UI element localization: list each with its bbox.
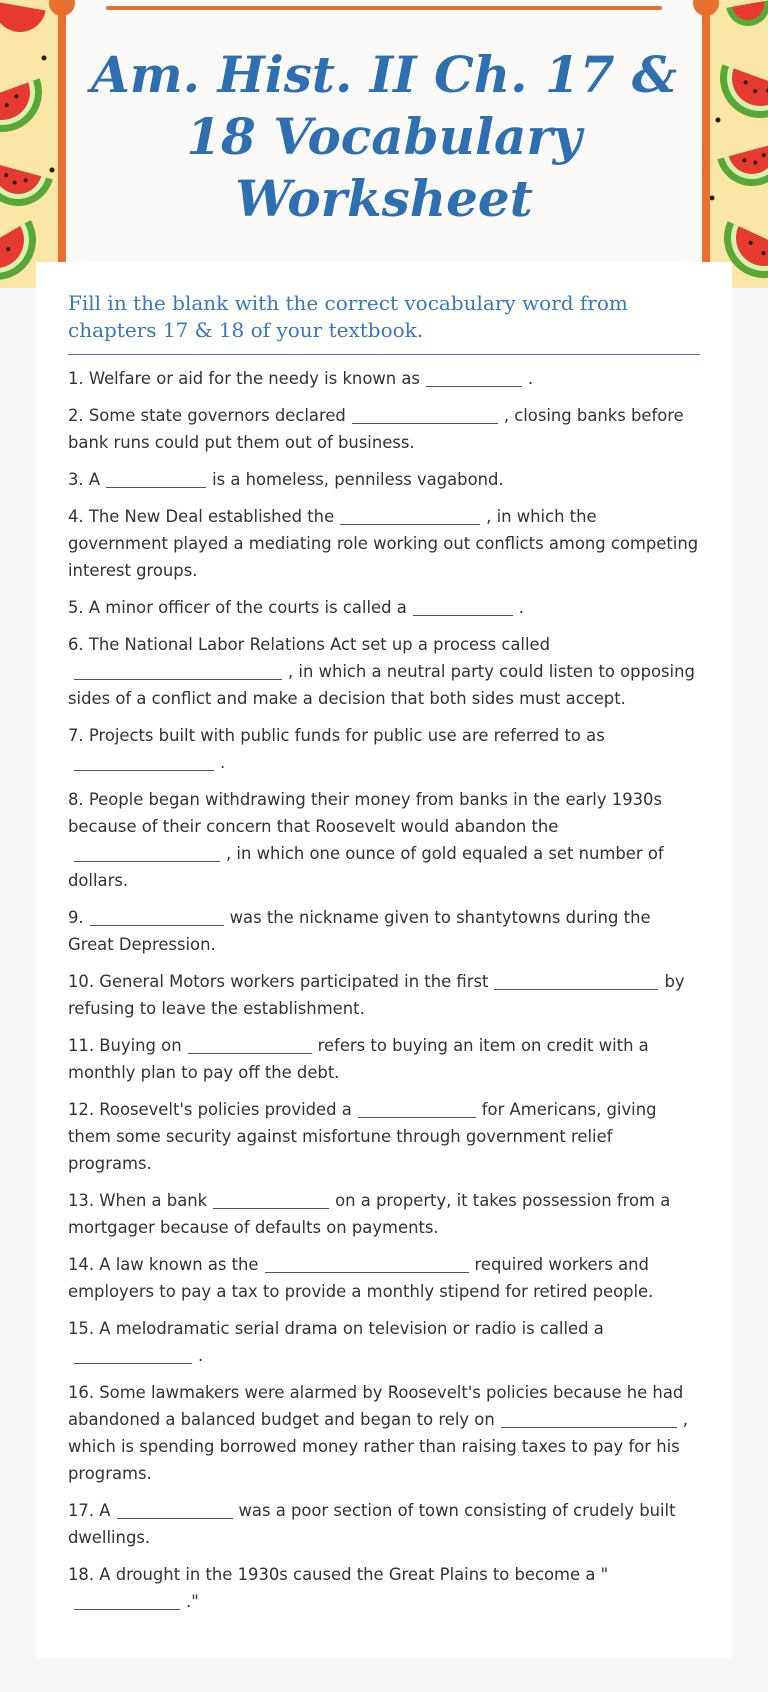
question-item (68, 466, 700, 493)
question-text: 1. Welfare or aid for the needy is known as (68, 369, 420, 388)
question-text: , which is spending borrowed money rather than raising taxes to pay for his programs. (68, 1410, 688, 1483)
question-text: ." (186, 1592, 199, 1611)
question-item (68, 365, 700, 392)
answer-blank[interactable] (74, 754, 214, 771)
question-text: 11. Buying on (68, 1036, 182, 1055)
divider (68, 354, 700, 355)
question-text: , in which the government played a mediating role working out conflicts among competing interest groups. (68, 507, 699, 580)
answer-blank[interactable] (340, 508, 480, 525)
answer-blank[interactable] (352, 407, 498, 424)
question-text: was a poor section of town consisting of crudely built dwellings. (68, 1501, 676, 1547)
question-text: refers to buying an item on credit with a monthly plan to pay off the debt. (68, 1036, 649, 1082)
question-text: 17. A (68, 1501, 111, 1520)
question-text: , in which one ounce of gold equaled a set number of dollars. (68, 844, 664, 890)
question-text: by refusing to leave the establishment. (68, 972, 685, 1018)
answer-blank[interactable] (358, 1101, 476, 1118)
question-text: 12. Roosevelt's policies provided a (68, 1100, 352, 1119)
answer-blank[interactable] (426, 370, 522, 387)
answer-blank[interactable] (213, 1192, 329, 1209)
question-text: 7. Projects built with public funds for public use are referred to as (68, 726, 605, 745)
question-item (68, 722, 700, 776)
question-item (68, 1379, 700, 1487)
question-text: . (527, 369, 534, 388)
question-text: was the nickname given to shantytowns during the Great Depression. (68, 908, 651, 954)
question-text: required workers and employers to pay a tax to provide a monthly stipend for retired people. (68, 1255, 654, 1301)
question-text: on a property, it takes possession from a mortgager because of defaults on payments. (68, 1191, 671, 1237)
question-item (68, 1032, 700, 1086)
question-item (68, 786, 700, 894)
instructions: Fill in the blank with the correct vocabulary word from chapters 17 & 18 of your textbook. (68, 291, 628, 342)
question-text: is a homeless, penniless vagabond. (212, 470, 504, 489)
question-text: 18. A drought in the 1930s caused the Great Plains to become a " (68, 1565, 609, 1584)
question-text: for Americans, giving them some security against misfortune through government relief programs. (68, 1100, 657, 1173)
question-text: 10. General Motors workers participated in the first (68, 972, 489, 991)
question-item (68, 968, 700, 1022)
question-list (68, 365, 700, 1625)
answer-blank[interactable] (494, 973, 658, 990)
answer-blank[interactable] (117, 1502, 233, 1519)
question-item (68, 594, 700, 621)
question-text: 14. A law known as the (68, 1255, 259, 1274)
answer-blank[interactable] (106, 471, 206, 488)
question-text: , in which a neutral party could listen to opposing sides of a conflict and make a decision that both sides must accept. (68, 662, 695, 708)
worksheet-panel (36, 262, 732, 1658)
answer-blank[interactable] (188, 1037, 312, 1054)
question-text: 13. When a bank (68, 1191, 208, 1210)
answer-blank[interactable] (74, 1593, 180, 1610)
question-text: 9. (68, 908, 84, 927)
header-banner (0, 0, 768, 288)
title-card-top-line (106, 6, 662, 10)
answer-blank[interactable] (74, 845, 220, 862)
answer-blank[interactable] (501, 1411, 677, 1428)
question-text: 8. People began withdrawing their money from banks in the early 1930s because of their concern that Roosevelt would abandon the (68, 790, 663, 836)
question-text: 6. The National Labor Relations Act set up a process called (68, 635, 551, 654)
question-text: . (518, 598, 524, 617)
answer-blank[interactable] (90, 909, 224, 926)
question-text: 2. Some state governors declared (68, 406, 346, 425)
question-text: 5. A minor officer of the courts is called a (68, 598, 407, 617)
question-item (68, 1315, 700, 1369)
question-item (68, 904, 700, 958)
question-item (68, 402, 700, 456)
answer-blank[interactable] (265, 1256, 469, 1273)
answer-blank[interactable] (413, 599, 513, 616)
question-text: 3. A (68, 470, 101, 489)
question-item (68, 1187, 700, 1241)
question-text: . (198, 1346, 204, 1365)
question-item (68, 1251, 700, 1305)
question-item (68, 1497, 700, 1551)
question-item (68, 1561, 700, 1615)
question-item (68, 503, 700, 584)
question-item (68, 1096, 700, 1177)
answer-blank[interactable] (74, 1347, 192, 1364)
question-text: . (220, 753, 226, 772)
question-item (68, 631, 700, 712)
question-text: 15. A melodramatic serial drama on television or radio is called a (68, 1319, 604, 1338)
answer-blank[interactable] (74, 663, 282, 680)
question-text: , closing banks before bank runs could put them out of business. (68, 406, 684, 452)
question-text: 16. Some lawmakers were alarmed by Roosevelt's policies because he had abandoned a balanced budget and began to rely on (68, 1383, 684, 1429)
worksheet-title: Am. Hist. II Ch. 17 & 18 Vocabulary Worksheet (90, 45, 678, 228)
question-text: 4. The New Deal established the (68, 507, 335, 526)
